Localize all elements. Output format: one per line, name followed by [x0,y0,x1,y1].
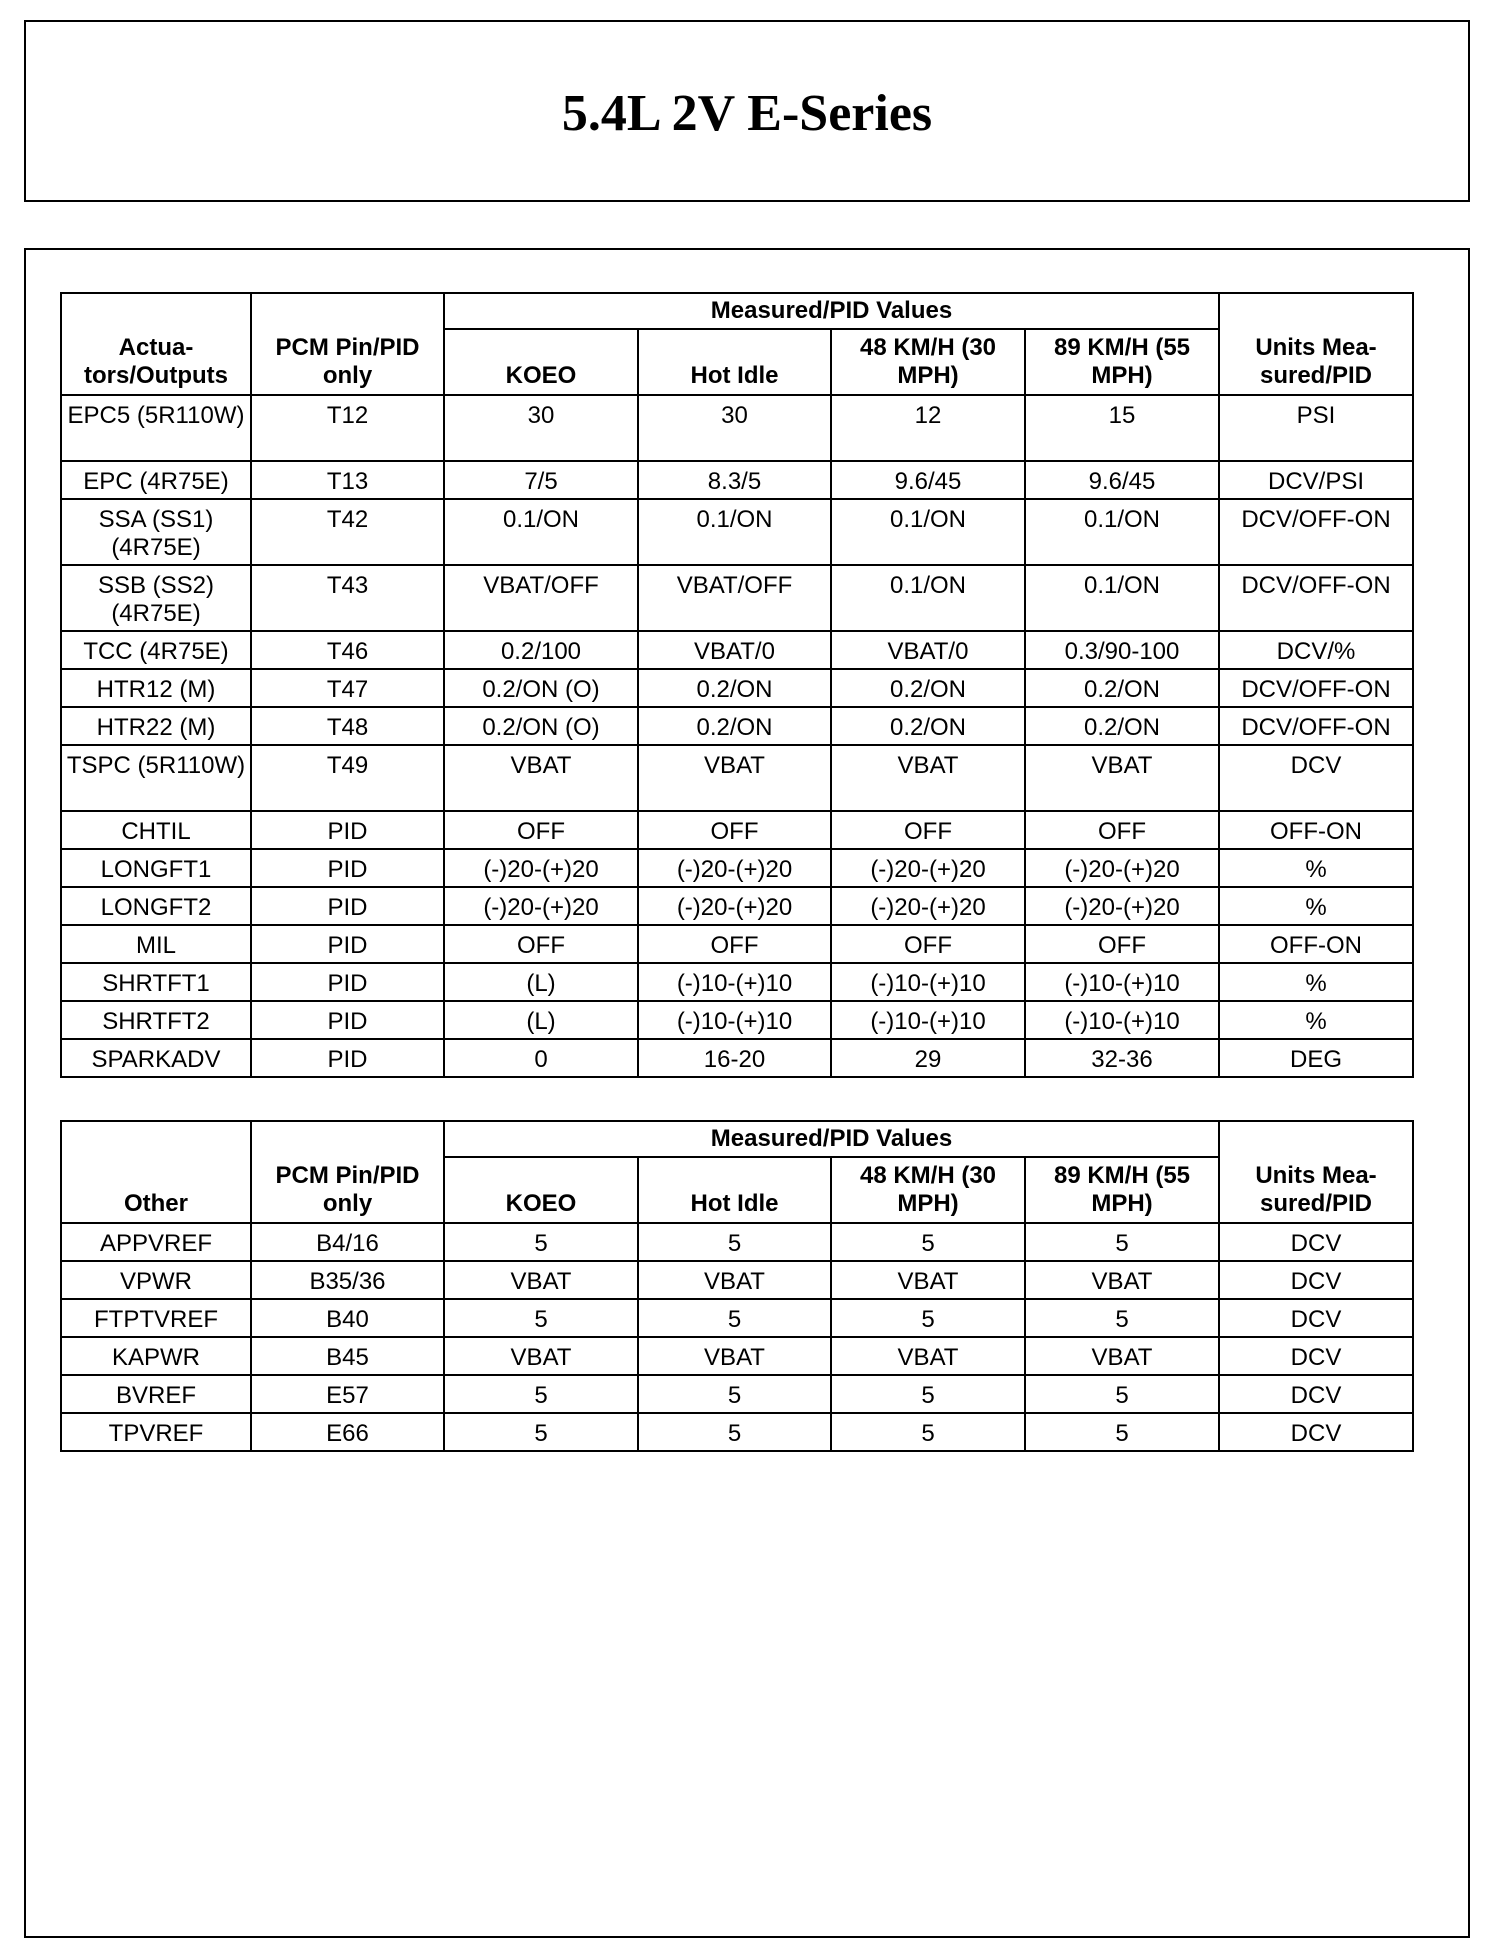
table-cell: 0.2/ON [638,669,831,707]
table-cell: VBAT/0 [638,631,831,669]
table-cell: T48 [251,707,444,745]
table-cell: VBAT [638,1261,831,1299]
table-cell: 5 [831,1375,1025,1413]
table-cell: (-)20-(+)20 [1025,849,1219,887]
table-cell: DCV [1219,1337,1413,1375]
table-cell: T49 [251,745,444,811]
table-cell: (-)20-(+)20 [1025,887,1219,925]
table-cell: PID [251,811,444,849]
table-cell: T13 [251,461,444,499]
table-cell: PID [251,925,444,963]
table-cell: TSPC (5R110W) [61,745,251,811]
table-cell: DCV/OFF-ON [1219,707,1413,745]
header-other: Other [61,1121,251,1223]
table-cell: 5 [444,1413,638,1451]
table-row [61,745,1413,811]
table-cell: (-)20-(+)20 [638,887,831,925]
table-cell: E66 [251,1413,444,1451]
table-cell: 16-20 [638,1039,831,1077]
table-cell: 0.2/ON [1025,707,1219,745]
header-pcm-pin: PCM Pin/PID only [251,293,444,395]
table-cell: (-)20-(+)20 [831,849,1025,887]
table-cell: 0.2/ON [1025,669,1219,707]
table-cell: HTR22 (M) [61,707,251,745]
table-cell: 5 [638,1375,831,1413]
table-row [61,707,1413,745]
table-row [61,499,1413,565]
table-cell: 5 [638,1413,831,1451]
table-cell: 0.1/ON [831,499,1025,565]
table-row [61,1299,1413,1337]
table-cell: DCV/OFF-ON [1219,669,1413,707]
table-row [61,849,1413,887]
table-cell: TCC (4R75E) [61,631,251,669]
table-row [61,1001,1413,1039]
table-cell: (-)10-(+)10 [1025,1001,1219,1039]
table-cell: MIL [61,925,251,963]
table-cell: 15 [1025,395,1219,461]
table-cell: B45 [251,1337,444,1375]
table-cell: 0 [444,1039,638,1077]
table-cell: SSA (SS1) (4R75E) [61,499,251,565]
table-cell: LONGFT1 [61,849,251,887]
table-row [61,461,1413,499]
table-cell: 0.2/ON (O) [444,707,638,745]
table-cell: VBAT [444,1261,638,1299]
table-cell: 0.1/ON [831,565,1025,631]
header-hot-idle: Hot Idle [638,329,831,395]
table-cell: 5 [1025,1375,1219,1413]
table-cell: DCV [1219,1299,1413,1337]
table-cell: VBAT [444,745,638,811]
header-units: Units Mea-sured/PID [1219,1121,1413,1223]
table-cell: PID [251,849,444,887]
table-cell: 0.1/ON [638,499,831,565]
table-cell: (-)10-(+)10 [638,963,831,1001]
table-cell: VBAT [638,1337,831,1375]
header-89kmh: 89 KM/H (55 MPH) [1025,1157,1219,1223]
table-row [61,1337,1413,1375]
table-cell: OFF [444,925,638,963]
header-48kmh: 48 KM/H (30 MPH) [831,329,1025,395]
table-cell: OFF [831,925,1025,963]
header-units: Units Mea-sured/PID [1219,293,1413,395]
table-cell: FTPTVREF [61,1299,251,1337]
table-cell: EPC (4R75E) [61,461,251,499]
table-row [61,1375,1413,1413]
table-cell: 5 [1025,1299,1219,1337]
table-cell: OFF [831,811,1025,849]
table-cell: T12 [251,395,444,461]
header-pcm-pin: PCM Pin/PID only [251,1121,444,1223]
table-row [61,565,1413,631]
title-box [24,20,1470,202]
table-cell: 0.3/90-100 [1025,631,1219,669]
table-cell: 0.1/ON [444,499,638,565]
header-measured-values: Measured/PID Values [444,1121,1219,1157]
table-cell: VBAT [831,745,1025,811]
table-cell: LONGFT2 [61,887,251,925]
header-actuators-outputs: Actua-tors/Outputs [61,293,251,395]
table-cell: 5 [638,1223,831,1261]
table-row [61,669,1413,707]
table-cell: VPWR [61,1261,251,1299]
table-cell: DCV/PSI [1219,461,1413,499]
table-cell: 5 [638,1299,831,1337]
table-cell: T46 [251,631,444,669]
table-cell: DCV [1219,745,1413,811]
table-cell: 7/5 [444,461,638,499]
table-cell: (-)20-(+)20 [444,849,638,887]
table-cell: DCV [1219,1223,1413,1261]
table-cell: PID [251,1001,444,1039]
table-cell: CHTIL [61,811,251,849]
table-cell: (-)20-(+)20 [638,849,831,887]
table-cell: 32-36 [1025,1039,1219,1077]
page-title: 5.4L 2V E-Series [561,85,933,142]
table-cell: PID [251,963,444,1001]
table-cell: (-)10-(+)10 [638,1001,831,1039]
table-cell: OFF-ON [1219,925,1413,963]
header-koeo: KOEO [444,329,638,395]
table-cell: OFF [444,811,638,849]
table-row [61,1261,1413,1299]
table-cell: 12 [831,395,1025,461]
table-cell: 5 [1025,1223,1219,1261]
table-cell: 8.3/5 [638,461,831,499]
table-cell: 0.2/ON [831,707,1025,745]
table-cell: (-)10-(+)10 [1025,963,1219,1001]
table-cell: TPVREF [61,1413,251,1451]
table-cell: T42 [251,499,444,565]
table-cell: 5 [444,1299,638,1337]
table-cell: T47 [251,669,444,707]
table-cell: % [1219,1001,1413,1039]
table-cell: VBAT/OFF [638,565,831,631]
table-cell: T43 [251,565,444,631]
table-cell: (-)10-(+)10 [831,1001,1025,1039]
table-cell: VBAT [1025,1337,1219,1375]
header-measured-values: Measured/PID Values [444,293,1219,329]
table-cell: DCV/OFF-ON [1219,499,1413,565]
table-cell: SHRTFT2 [61,1001,251,1039]
table-cell: OFF [1025,811,1219,849]
table-cell: VBAT [638,745,831,811]
table-cell: % [1219,963,1413,1001]
table-cell: OFF [638,925,831,963]
table-cell: (L) [444,963,638,1001]
table-cell: (-)20-(+)20 [831,887,1025,925]
table-cell: B4/16 [251,1223,444,1261]
table-row [61,811,1413,849]
other-table-body [61,1223,1413,1451]
table-cell: 29 [831,1039,1025,1077]
table-cell: 0.1/ON [1025,565,1219,631]
table-cell: HTR12 (M) [61,669,251,707]
table-cell: SPARKADV [61,1039,251,1077]
table-cell: 0.2/ON [638,707,831,745]
table-cell: B40 [251,1299,444,1337]
table-cell: 5 [831,1413,1025,1451]
table-cell: 5 [444,1223,638,1261]
table-row [61,1039,1413,1077]
table-cell: DCV/OFF-ON [1219,565,1413,631]
table-row [61,925,1413,963]
table-row [61,887,1413,925]
table-cell: 5 [831,1223,1025,1261]
table-cell: VBAT/0 [831,631,1025,669]
actuators-table-body [61,395,1413,1077]
table-cell: PID [251,1039,444,1077]
table-cell: 5 [1025,1413,1219,1451]
table-cell: DCV/% [1219,631,1413,669]
table-cell: DCV [1219,1375,1413,1413]
header-48kmh: 48 KM/H (30 MPH) [831,1157,1025,1223]
table-cell: VBAT [1025,745,1219,811]
table-cell: % [1219,887,1413,925]
actuators-table [60,292,1414,1078]
table-cell: 9.6/45 [831,461,1025,499]
table-cell: % [1219,849,1413,887]
table-cell: SHRTFT1 [61,963,251,1001]
table-cell: DCV [1219,1413,1413,1451]
table-cell: OFF-ON [1219,811,1413,849]
table-cell: VBAT [1025,1261,1219,1299]
table-cell: 5 [831,1299,1025,1337]
table-row [61,963,1413,1001]
table-cell: (L) [444,1001,638,1039]
table-cell: PSI [1219,395,1413,461]
table-cell: BVREF [61,1375,251,1413]
table-cell: VBAT [831,1337,1025,1375]
header-koeo: KOEO [444,1157,638,1223]
table-cell: 9.6/45 [1025,461,1219,499]
table-cell: EPC5 (5R110W) [61,395,251,461]
table-cell: (-)10-(+)10 [831,963,1025,1001]
table-cell: OFF [638,811,831,849]
table-cell: DCV [1219,1261,1413,1299]
table-cell: VBAT/OFF [444,565,638,631]
table-cell: 5 [444,1375,638,1413]
table-cell: 30 [638,395,831,461]
header-hot-idle: Hot Idle [638,1157,831,1223]
table-cell: 0.1/ON [1025,499,1219,565]
table-cell: 30 [444,395,638,461]
table-row [61,631,1413,669]
table-cell: DEG [1219,1039,1413,1077]
table-cell: APPVREF [61,1223,251,1261]
table-row [61,395,1413,461]
table-cell: VBAT [831,1261,1025,1299]
table-cell: B35/36 [251,1261,444,1299]
header-89kmh: 89 KM/H (55 MPH) [1025,329,1219,395]
table-cell: VBAT [444,1337,638,1375]
table-cell: SSB (SS2) (4R75E) [61,565,251,631]
table-cell: 0.2/ON (O) [444,669,638,707]
table-cell: E57 [251,1375,444,1413]
table-cell: OFF [1025,925,1219,963]
table-row [61,1413,1413,1451]
table-cell: KAPWR [61,1337,251,1375]
table-row [61,1223,1413,1261]
table-cell: (-)20-(+)20 [444,887,638,925]
table-cell: PID [251,887,444,925]
table-cell: 0.2/ON [831,669,1025,707]
other-table [60,1120,1414,1452]
table-cell: 0.2/100 [444,631,638,669]
